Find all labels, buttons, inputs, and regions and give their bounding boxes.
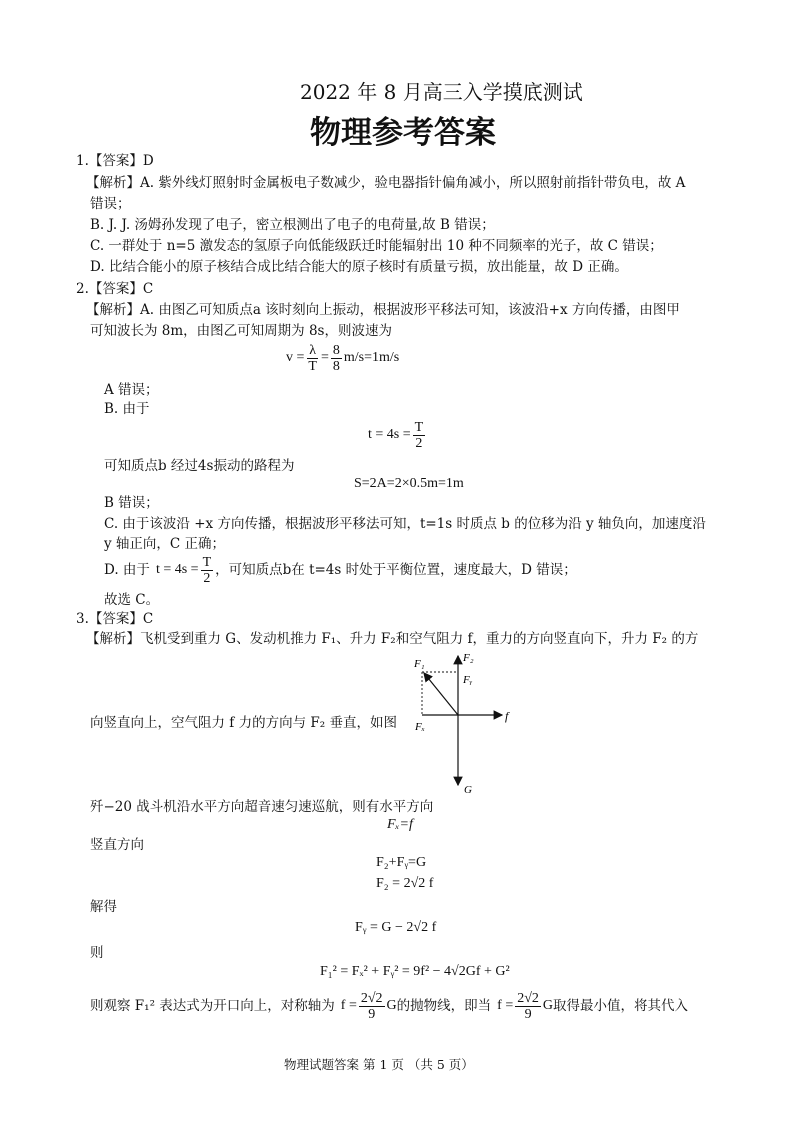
q3-then: 则 xyxy=(90,945,104,961)
q2-b-due: B. 由于 xyxy=(104,401,150,417)
q3-eq-sum: F₂+Fᵧ=G xyxy=(376,855,427,870)
q2-distance-equation: S=2A=2×0.5m=1m xyxy=(354,476,464,491)
q3-answer: 3.【答案】C xyxy=(76,611,154,627)
q1-line-5: D. 比结合能小的原子核结合成比结合能大的原子核时有质量亏损，放出能量，故 D 正确。 xyxy=(90,259,628,275)
label-f2: F₂ xyxy=(463,652,474,664)
q3-line-3: 歼−20 战斗机沿水平方向超音速匀速巡航，则有水平方向 xyxy=(90,799,434,815)
q3-eq-f2: F₂ = 2√2 f xyxy=(376,876,434,891)
force-diagram xyxy=(410,650,520,795)
q3-eq-f1: F₁² = Fₓ² + Fᵧ² = 9f² − 4√2Gf + G² xyxy=(320,964,510,979)
q3-eq-fy: Fᵧ = G − 2√2 f xyxy=(355,920,437,935)
q3-eq-fx: Fₓ=f xyxy=(387,817,413,832)
q3-vertical: 竖直方向 xyxy=(90,837,144,853)
label-f1: F₁ xyxy=(414,658,425,670)
label-f: f xyxy=(505,709,509,723)
q2-b-know: 可知质点b 经过4s振动的路程为 xyxy=(104,458,295,474)
q1-line-4: C. 一群处于 n=5 激发态的氢原子向低能级跃迁时能辐射出 10 种不同频率的光子，故 C 错误； xyxy=(90,238,663,254)
q2-b-wrong: B 错误； xyxy=(104,495,159,511)
q2-line-2: 可知波长为 8m，由图乙可知周期为 8s，则波速为 xyxy=(90,323,392,339)
q2-a-wrong: A 错误； xyxy=(104,382,159,398)
q2-c-line-2: y 轴正向，C 正确； xyxy=(104,536,226,552)
label-fy: Fᵧ xyxy=(463,674,473,686)
q2-line-1: 【解析】A. 由图乙可知质点a 该时刻向上振动，根据波形平移法可知，该波沿+x 方向传播，由图甲 xyxy=(86,302,680,318)
q2-time-equation: t = 4s = $\frac{T}{2}$ xyxy=(368,419,424,451)
q2-choose: 故选 C。 xyxy=(104,592,160,608)
q2-d-line: D. 由于 t = 4s = $\frac{T}{2}$ ，可知质点b在 t=4s 时处于平衡位置，速度最大，D 错误； xyxy=(104,554,577,586)
q1-line-1: 【解析】A. 紫外线灯照射时金属板电子数减少，验电器指针偏角减小，所以照射前指针带负电，故 A xyxy=(86,175,686,191)
q2-c-line-1: C. 由于该波沿 +x 方向传播，根据波形平移法可知，t=1s 时质点 b 的位移为沿 y 轴负向，加速度沿 xyxy=(104,516,706,532)
label-fx: Fₓ xyxy=(415,721,425,733)
q2-velocity-equation: v = $\frac{\lambda}{T}$ = $\frac{8}{8}$ m/s=1m/s xyxy=(286,342,400,374)
q1-line-2: 错误； xyxy=(90,196,131,212)
f1-arrow xyxy=(424,673,458,715)
q2-answer: 2.【答案】C xyxy=(76,281,154,297)
q1-answer: 1.【答案】D xyxy=(76,153,154,169)
q3-line-1: 【解析】飞机受到重力 G、发动机推力 F₁、升力 F₂和空气阻力 f，重力的方向竖直向下，升力 F₂ 的方 xyxy=(86,631,699,647)
page-footer: 物理试题答案 第 1 页 （共 5 页） xyxy=(284,1057,474,1072)
label-g: G xyxy=(464,784,472,795)
page-title: 物理参考答案 xyxy=(310,115,496,151)
q3-observe-line: 则观察 F₁² 表达式为开口向上，对称轴为 f = $\frac{2√2}{9}$ G 的抛物线，即当 f = $\frac{2√2}{9}$ G 取得最小值，将其代入 xyxy=(90,990,689,1022)
q3-solve: 解得 xyxy=(90,899,117,915)
q1-line-3: B. J. J. 汤姆孙发现了电子，密立根测出了电子的电荷量,故 B 错误； xyxy=(90,217,495,233)
page-subtitle: 2022 年 8 月高三入学摸底测试 xyxy=(300,80,583,104)
q3-line-2: 向竖直向上，空气阻力 f 力的方向与 F₂ 垂直，如图 xyxy=(90,715,397,731)
